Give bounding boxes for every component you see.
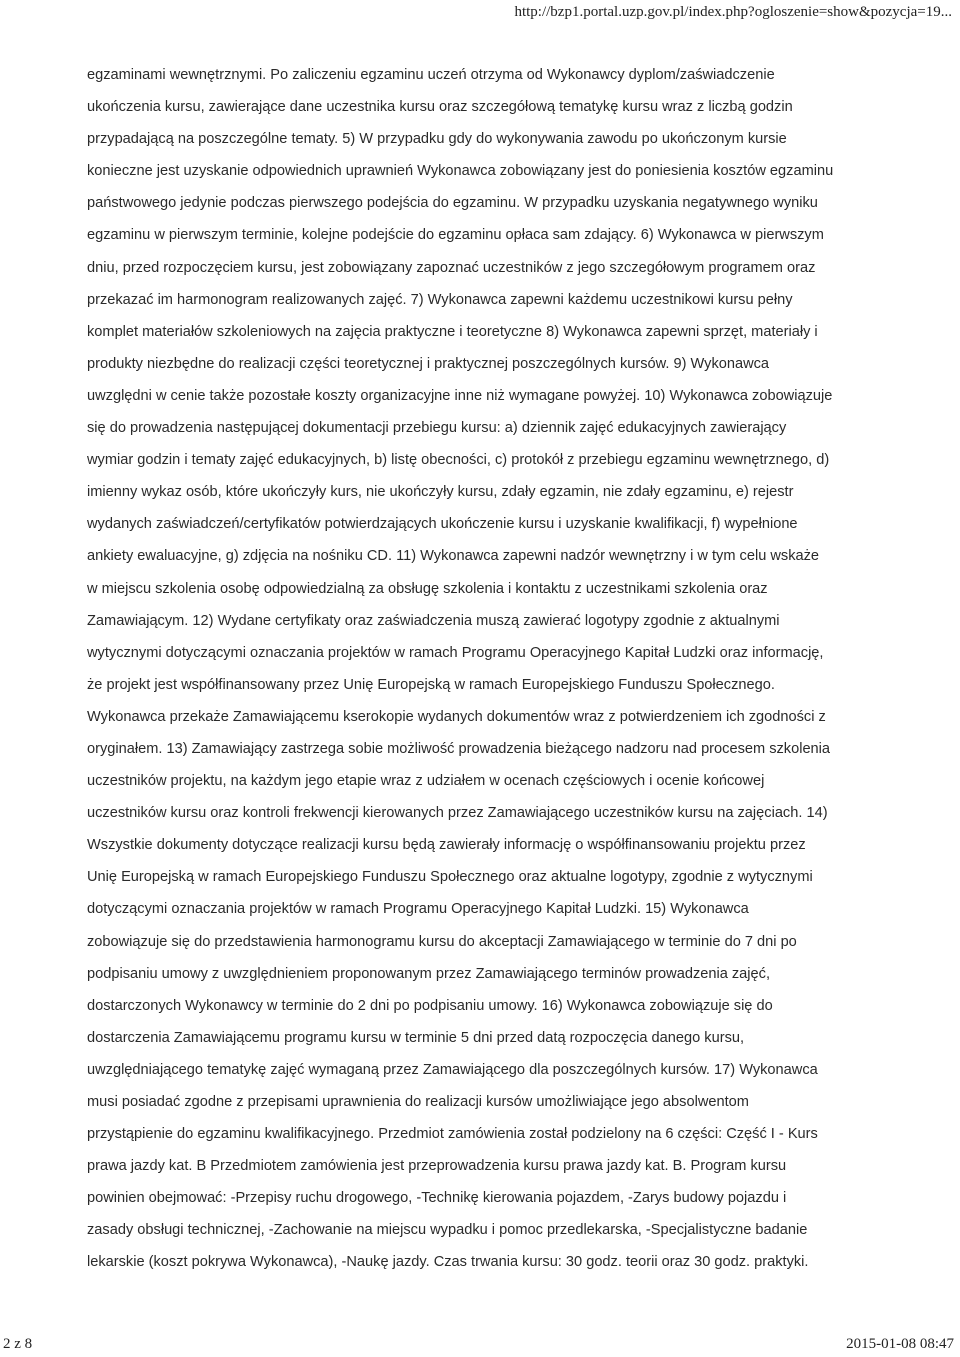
text-line: w miejscu szkolenia osobę odpowiedzialną za obsługę szkolenia i kontaktu z uczestnikami szkolenia oraz xyxy=(87,580,768,597)
text-line: dostarczonych Wykonawcy w terminie do 2 dni po podpisaniu umowy. 16) Wykonawca zobowiązuje się do xyxy=(87,997,773,1014)
text-line: oryginałem. 13) Zamawiający zastrzega sobie możliwość prowadzenia bieżącego nadzoru nad procesem szkolenia xyxy=(87,740,831,757)
text-line: przystąpienie do egzaminu kwalifikacyjnego. Przedmiot zamówienia został podzielony na 6 części: Część I - Kurs xyxy=(87,1126,818,1143)
text-line: ukończenia kursu, zawierające dane uczestnika kursu oraz szczegółową tematykę kursu wraz z liczbą godzin xyxy=(87,99,793,116)
page-url-header: http://bzp1.portal.uzp.gov.pl/index.php?ogloszenie=show&pozycja=19... xyxy=(514,4,952,20)
text-line: egzaminami wewnętrznymi. Po zaliczeniu egzaminu uczeń otrzyma od Wykonawcy dyplom/zaświadczenie xyxy=(87,67,775,83)
text-line: wymiar godzin i tematy zajęć edukacyjnych, b) listę obecności, c) protokół z przebiegu egzaminu wewnętrznego, d) xyxy=(87,452,830,469)
text-line: dniu, przed rozpoczęciem kursu, jest zobowiązany zapoznać uczestników z jego szczegółowym programem oraz xyxy=(87,259,816,276)
text-line: ankiety ewaluacyjne, g) zdjęcia na nośniku CD. 11) Wykonawca zapewni nadzór wewnętrzny i w tym celu wskaże xyxy=(87,548,820,565)
text-line: podpisaniu umowy z uwzględnieniem proponowanym przez Zamawiającego terminów prowadzenia zajęć, xyxy=(87,965,771,982)
text-line: wytycznymi dotyczącymi oznaczania projektów w ramach Programu Operacyjnego Kapitał Ludzki oraz informację, xyxy=(87,644,824,661)
text-line: zasady obsługi technicznej, -Zachowanie na miejscu wypadku i pomoc przedlekarska, -Specjalistyczne badanie xyxy=(87,1222,808,1239)
text-line: musi posiadać zgodne z przepisami uprawnienia do realizacji kursów umożliwiające jego absolwentom xyxy=(87,1094,749,1110)
text-line: uczestników projektu, na każdym jego etapie wraz z udziałem w ocenach częściowych i ocenie końcowej xyxy=(87,773,765,790)
text-line: komplet materiałów szkoleniowych na zajęcia praktyczne i teoretyczne 8) Wykonawca zapewni sprzęt, materiały i xyxy=(87,323,818,340)
text-line: produkty niezbędne do realizacji części teoretycznej i praktycznej poszczególnych kursów. 9) Wykonawca xyxy=(87,355,770,372)
text-line: Unię Europejską w ramach Europejskiego Funduszu Społecznego oraz aktualne logotypy, zgodnie z wytycznymi xyxy=(87,869,813,886)
text-line: dostarczenia Zamawiającemu programu kursu w terminie 5 dni przed datą rozpoczęcia danego kursu, xyxy=(87,1029,745,1046)
text-line: przypadającą na poszczególne tematy. 5) W przypadku gdy do wykonywania zawodu po ukończonym kursie xyxy=(87,131,787,148)
document-body xyxy=(87,59,899,1279)
text-line: Wykonawca przekaże Zamawiającemu kserokopie wydanych dokumentów wraz z potwierdzeniem ich zgodności z xyxy=(87,708,826,725)
text-line: wydanych zaświadczeń/certyfikatów potwierdzających ukończenie kursu i uzyskanie kwalifikacji, f) wypełnione xyxy=(87,516,798,533)
print-timestamp: 2015-01-08 08:47 xyxy=(846,1336,954,1352)
text-line: egzaminu w pierwszym terminie, kolejne podejście do egzaminu opłaca sam zdający. 6) Wykonawca w pierwszym xyxy=(87,227,824,244)
text-line: powinien obejmować: -Przepisy ruchu drogowego, -Technikę kierowania pojazdem, -Zarys budowy pojazdu i xyxy=(87,1190,787,1207)
text-line: prawa jazdy kat. B Przedmiotem zamówienia jest przeprowadzenia kursu prawa jazdy kat. B. Program kursu xyxy=(87,1158,787,1175)
text-line: lekarskie (koszt pokrywa Wykonawca), -Naukę jazdy. Czas trwania kursu: 30 godz. teorii oraz 30 godz. praktyki. xyxy=(87,1254,809,1271)
text-line: przekazać im harmonogram realizowanych zajęć. 7) Wykonawca zapewni każdemu uczestnikowi kursu pełny xyxy=(87,291,793,308)
text-line: państwowego jedynie podczas pierwszego podejścia do egzaminu. W przypadku uzyskania negatywnego wyniku xyxy=(87,195,818,212)
text-line: że projekt jest współfinansowany przez Unię Europejską w ramach Europejskiego Funduszu Społecznego. xyxy=(87,676,775,693)
text-line: uwzględni w cenie także pozostałe koszty organizacyjne inne niż wymagane powyżej. 10) Wykonawca zobowiązuje xyxy=(87,387,833,404)
text-line: uczestników kursu oraz kontroli frekwencji kierowanych przez Zamawiającego uczestników kursu na zajęciach. 14) xyxy=(87,805,828,822)
text-line: imienny wykaz osób, które ukończyły kurs, nie ukończyły kursu, zdały egzamin, nie zdały egzaminu, e) rejestr xyxy=(87,484,794,501)
text-line: zobowiązuje się do przedstawienia harmonogramu kursu do akceptacji Zamawiającego w terminie do 7 dni po xyxy=(87,933,797,950)
text-line: dotyczącymi oznaczania projektów w ramach Programu Operacyjnego Kapitał Ludzki. 15) Wykonawca xyxy=(87,901,749,918)
text-line: Zamawiającym. 12) Wydane certyfikaty oraz zaświadczenia muszą zawierać logotypy zgodnie z aktualnymi xyxy=(87,612,780,629)
text-line: konieczne jest uzyskanie odpowiednich uprawnień Wykonawca zobowiązany jest do poniesienia kosztów egzaminu xyxy=(87,163,834,180)
text-line: się do prowadzenia następującej dokumentacji przebiegu kursu: a) dziennik zajęć edukacyjnych zawierający xyxy=(87,420,787,437)
text-line: Wszystkie dokumenty dotyczące realizacji kursu będą zawierały informację o współfinansowaniu projektu przez xyxy=(87,837,806,854)
text-line: uwzględniającego tematykę zajęć wymaganą przez Zamawiającego dla poszczególnych kursów. 17) Wykonawca xyxy=(87,1061,818,1078)
page-number: 2 z 8 xyxy=(3,1336,33,1352)
